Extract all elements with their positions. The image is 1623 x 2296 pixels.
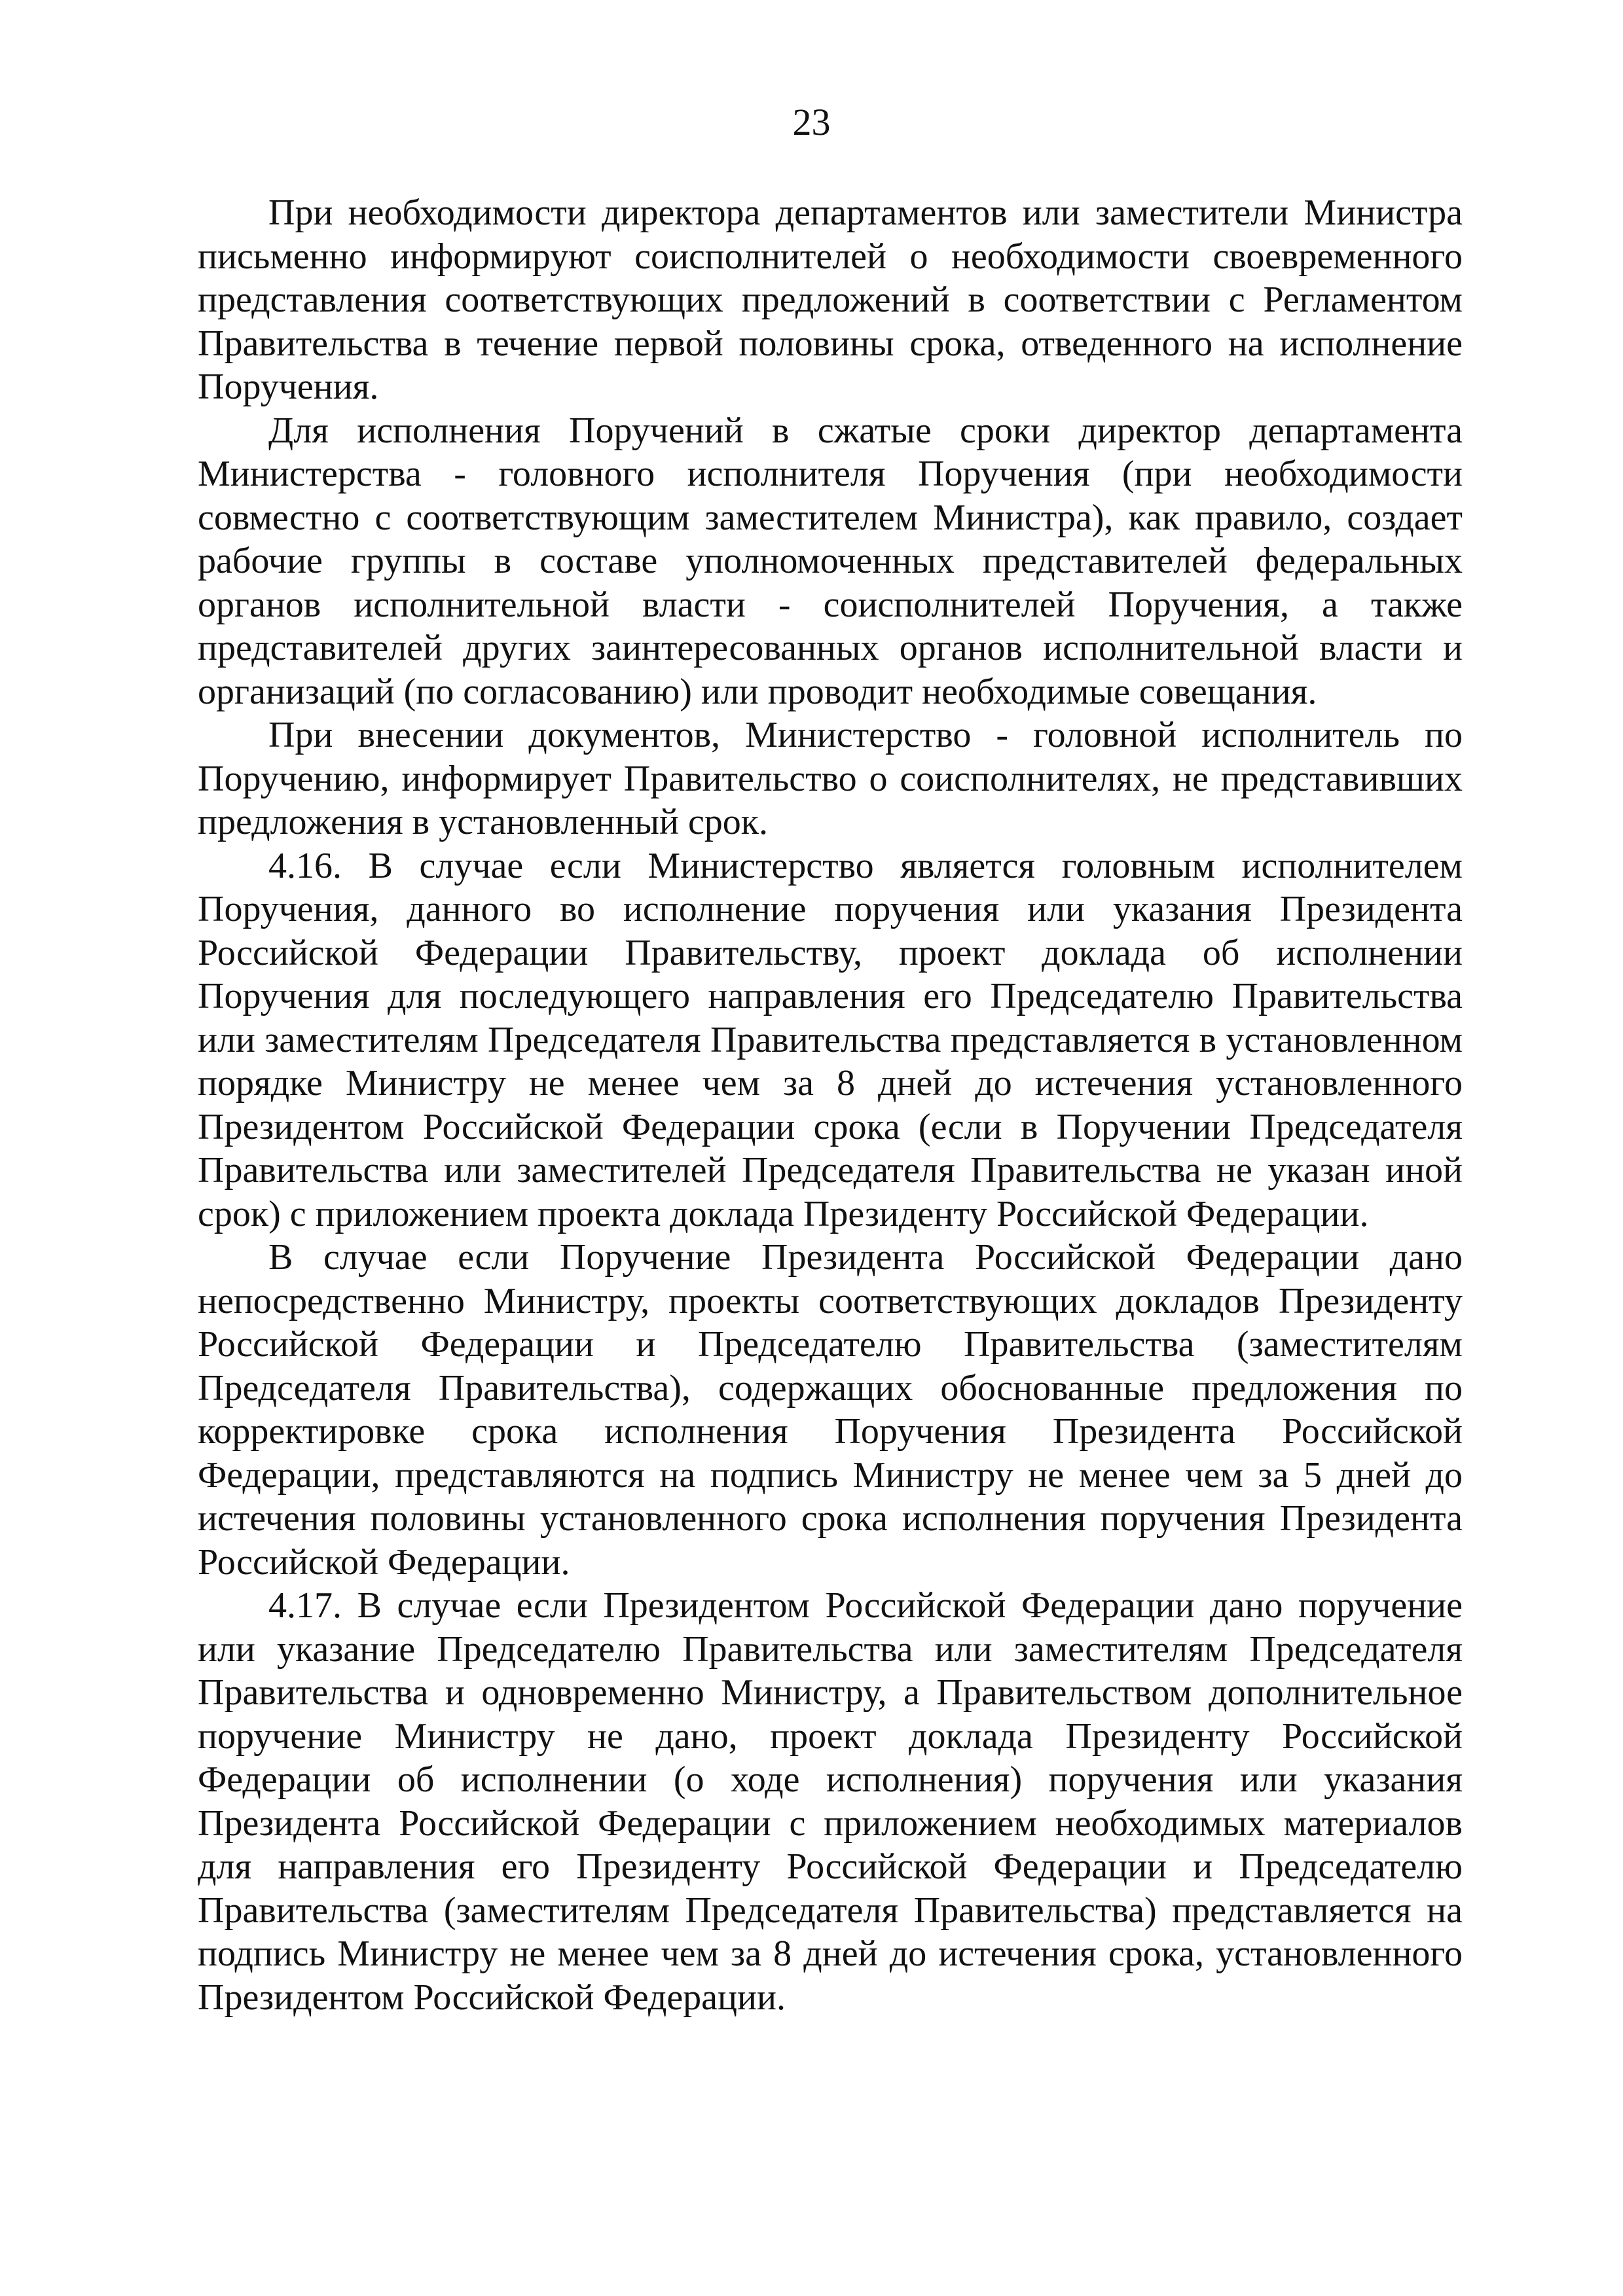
paragraph-section-4-17: 4.17. В случае если Президентом Российской Федерации дано поручение или указание Председателю Правительства или заместителям Председателя Правительства и одновременно Министру, а Правительством дополнительное поручение Министру не дано, проект доклада Президенту Российской Федерации об исполнении (о ходе исполнения) поручения или указания Президента Российской Федерации с приложением необходимых материалов для направления его Президенту Российской Федерации и Председателю Правительства (заместителям Председателя Правительства) представляется на подпись Министру не менее чем за 8 дней до истечения срока, установленного Президентом Российской Федерации. [198,1585,1463,2018]
page-number: 23 [792,101,831,143]
paragraph-direct-instruction: В случае если Поручение Президента Российской Федерации дано непосредственно Министру, проекты соответствующих докладов Президенту Российской Федерации и Председателю Правительства (заместителям Председателя Правительства), содержащих обоснованные предложения по корректировке срока исполнения Поручения Президента Российской Федерации, представляются на подпись Министру не менее чем за 5 дней до истечения половины установленного срока исполнения поручения Президента Российской Федерации. [198,1237,1463,1583]
paragraph-working-groups: Для исполнения Поручений в сжатые сроки директор департамента Министерства - головного исполнителя Поручения (при необходимости совместно с соответствующим заместителем Министра), как правило, создает рабочие группы в составе уполномоченных представителей федеральных органов исполнительной власти - соисполнителей Поручения, а также представителей других заинтересованных органов исполнительной власти и организаций (по согласованию) или проводит необходимые совещания. [198,410,1463,712]
document-body [198,191,1463,2019]
paragraph-section-4-16: 4.16. В случае если Министерство является головным исполнителем Поручения, данного во исполнение поручения или указания Президента Российской Федерации Правительству, проект доклада об исполнении Поручения для последующего направления его Председателю Правительства или заместителям Председателя Правительства представляется в установленном порядке Министру не менее чем за 8 дней до истечения установленного Президентом Российской Федерации срока (если в Поручении Председателя Правительства или заместителей Председателя Правительства не указан иной срок) с приложением проекта доклада Президенту Российской Федерации. [198,845,1463,1234]
paragraph-submission-of-documents: При внесении документов, Министерство - головной исполнитель по Поручению, информирует Правительство о соисполнителях, не представивших предложения в установленный срок. [198,715,1463,842]
paragraph-informing-co-executors: При необходимости директора департаментов или заместители Министра письменно информируют соисполнителей о необходимости своевременного представления соответствующих предложений в соответствии с Регламентом Правительства в течение первой половины срока, отведенного на исполнение Поручения. [198,192,1463,407]
